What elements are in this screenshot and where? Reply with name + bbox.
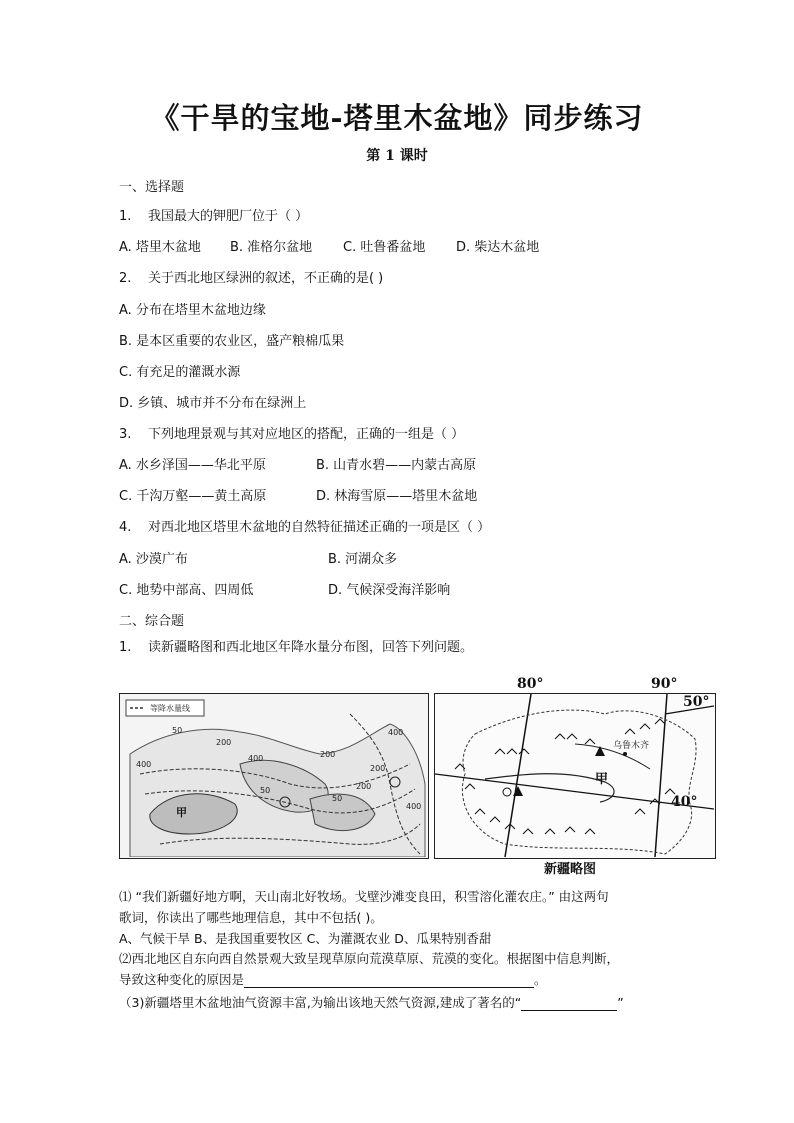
xinjiang-map-graphic (435, 694, 714, 857)
q2-option-d: D. 乡镇、城市并不分布在绿洲上 (119, 396, 307, 411)
question-number: 2. (119, 271, 132, 286)
isoline-label: 200 (356, 782, 372, 791)
latitude-label-40: 40° (671, 794, 698, 810)
region-jia-label: 甲 (176, 806, 187, 819)
section-choice-heading: 一、选择题 (119, 180, 185, 195)
answer-blank[interactable] (244, 973, 534, 988)
isoline-label: 400 (136, 760, 152, 769)
question-number: 1. (119, 209, 132, 224)
isoline-label: 400 (406, 802, 422, 811)
isoline-label: 50 (332, 794, 343, 803)
isoline-label: 400 (248, 754, 264, 763)
q2-option-c: C. 有充足的灌溉水源 (119, 365, 241, 380)
isoline-label: 50 (172, 726, 183, 735)
q4-option-d: D. 气候深受海洋影响 (328, 583, 451, 598)
q3-option-b: B. 山青水碧——内蒙古高原 (316, 458, 477, 473)
question-stem: 我国最大的钾肥厂位于（ ） (147, 209, 309, 224)
q2-option-b: B. 是本区重要的农业区，盛产粮棉瓜果 (119, 334, 345, 349)
xinjiang-map (434, 676, 716, 859)
longitude-label-90: 90° (651, 676, 678, 692)
question-stem: 对西北地区塔里木盆地的自然特征描述正确的一项是区（ ） (147, 520, 491, 535)
q4-option-b: B. 河湖众多 (328, 552, 398, 567)
q1-option-a: A. 塔里木盆地 (119, 240, 201, 255)
isoline-label: 400 (388, 728, 404, 737)
q3-option-c: C. 千沟万壑——黄土高原 (119, 489, 267, 504)
sub-question-1-options: A、气候干旱 B、是我国重要牧区 C、为灌溉农业 D、瓜果特别香甜 (119, 931, 492, 946)
question-number: 3. (119, 427, 132, 442)
question-2 (119, 271, 383, 287)
sub-question-3-suffix: ” (617, 995, 624, 1010)
sub-question-1-line-1: ⑴ “我们新疆好地方啊，天山南北好牧场。戈壁沙滩变良田，积雪溶化灌农庄。” 由这两句 (119, 889, 609, 904)
isoline-label: 200 (370, 764, 386, 773)
comprehensive-question-1 (119, 640, 473, 656)
q2-option-a: A. 分布在塔里木盆地边缘 (119, 303, 266, 318)
page-title: 《干旱的宝地-塔里木盆地》同步练习 (150, 101, 644, 135)
q4-option-c: C. 地势中部高、四周低 (119, 583, 254, 598)
question-number: 4. (119, 520, 132, 535)
isoline-label: 200 (320, 750, 336, 759)
sub-question-2-suffix: 。 (534, 972, 547, 987)
precipitation-map-graphic (120, 694, 427, 857)
city-label-urumqi: 乌鲁木齐 (613, 741, 650, 751)
q1-option-b: B. 准格尔盆地 (230, 240, 313, 255)
legend-label: 等降水量线 (150, 704, 190, 713)
precipitation-map (119, 693, 429, 859)
question-stem: 关于西北地区绿洲的叙述，不正确的是( ) (147, 271, 384, 286)
q1-option-d: D. 柴达木盆地 (456, 240, 540, 255)
latitude-label-50: 50° (683, 694, 710, 710)
question-4 (119, 520, 490, 536)
sub-question-2-line-2 (119, 972, 547, 988)
isoline-label: 50 (260, 786, 271, 795)
answer-blank[interactable] (521, 996, 617, 1011)
page-subtitle: 第 1 课时 (366, 148, 428, 164)
question-3 (119, 427, 464, 443)
question-stem: 下列地理景观与其对应地区的搭配，正确的一组是（ ） (147, 427, 465, 442)
question-1 (119, 209, 308, 225)
sub-question-2-line-1: ⑵西北地区自东向西自然景观大致呈现草原向荒漠草原、荒漠的变化。根据图中信息判断， (119, 951, 620, 966)
q1-option-c: C. 吐鲁番盆地 (343, 240, 426, 255)
sub-question-3-prefix: （3)新疆塔里木盆地油气资源丰富,为输出该地天然气资源,建成了著名的“ (119, 995, 522, 1010)
sub-question-2-prefix: 导致这种变化的原因是 (119, 972, 245, 987)
map-caption: 新疆略图 (544, 862, 597, 877)
q3-option-a: A. 水乡泽国——华北平原 (119, 458, 266, 473)
q4-option-a: A. 沙漠广布 (119, 552, 188, 567)
isoline-label: 200 (216, 738, 232, 747)
q3-option-d: D. 林海雪原——塔里木盆地 (316, 489, 478, 504)
question-number: 1. (119, 640, 132, 655)
region-jia-label: 甲 (595, 772, 609, 787)
sub-question-3 (119, 995, 624, 1011)
longitude-label-80: 80° (517, 676, 544, 692)
section-comprehensive-heading: 二、综合题 (119, 614, 185, 629)
question-stem: 读新疆略图和西北地区年降水量分布图，回答下列问题。 (147, 640, 473, 655)
sub-question-1-line-2: 歌词，你读出了哪些地理信息，其中不包括( )。 (119, 910, 383, 925)
